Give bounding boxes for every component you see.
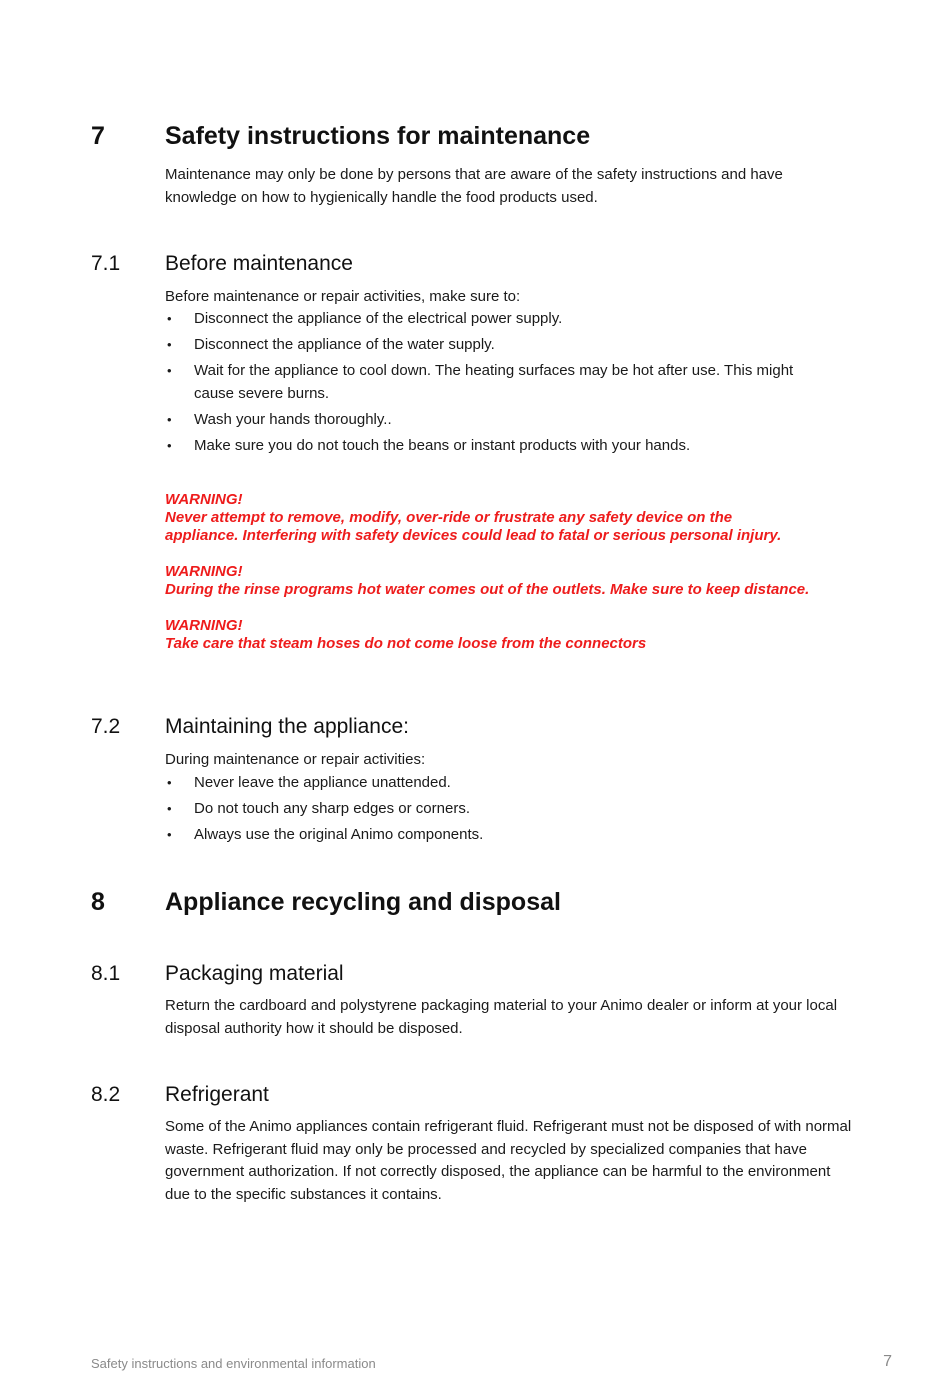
list-item: • Always use the original Animo components. [165,824,855,847]
warning-label: WARNING! [165,491,243,508]
section-8-2-title: Refrigerant [165,1083,269,1106]
section-8-number: 8 [91,888,105,916]
section-8-title: Appliance recycling and disposal [165,888,561,916]
section-8-2-text: Some of the Animo appliances contain refrigerant fluid. Refrigerant must not be disposed of with normal waste. Refrigerant fluid may only be processed and recycled by specialized companies that have government authorization. If not correctly disposed, the appliance can be harmful to the environment due to the specific substances it contains. [165,1118,852,1203]
section-7-1-list [165,308,855,461]
warning-label: WARNING! [165,563,243,580]
warning-block-1 [165,491,865,545]
section-7-2-list [165,772,855,850]
section-7-1-number: 7.1 [91,252,121,275]
section-8-2-number: 8.2 [91,1083,121,1106]
warning-label: WARNING! [165,617,243,634]
section-7-1-lead: Before maintenance or repair activities, make sure to: [165,288,521,305]
warning-block-3 [165,617,865,653]
warning-text: appliance. Interfering with safety devices could lead to fatal or serious personal injury. [165,527,782,544]
warning-text: Never attempt to remove, modify, over-ride or frustrate any safety device on the [165,509,733,526]
section-7-intro: Maintenance may only be done by persons that are aware of the safety instructions and have knowledge on how to hygienically handle the food products used. [165,166,783,206]
list-item: • Disconnect the appliance of the electrical power supply. [165,308,855,331]
section-7-2-lead: During maintenance or repair activities: [165,751,426,768]
list-item: • Never leave the appliance unattended. [165,772,855,795]
warning-text: During the rinse programs hot water comes out of the outlets. Make sure to keep distance. [165,581,810,598]
section-8-1-title: Packaging material [165,962,344,985]
list-item: • Disconnect the appliance of the water supply. [165,334,855,357]
list-item: • Do not touch any sharp edges or corners. [165,798,855,821]
section-7-2-number: 7.2 [91,715,121,738]
section-7-number: 7 [91,122,105,150]
list-item: • Wash your hands thoroughly.. [165,409,855,432]
list-item: • Make sure you do not touch the beans or instant products with your hands. [165,435,855,458]
section-8-1-number: 8.1 [91,962,121,985]
section-8-1-text: Return the cardboard and polystyrene packaging material to your Animo dealer or inform at your local disposal authority how it should be disposed. [165,997,838,1037]
list-item: • Wait for the appliance to cool down. The heating surfaces may be hot after use. This might cause severe burns. [165,360,855,405]
section-7-2-title: Maintaining the appliance: [165,715,410,738]
section-7-title: Safety instructions for maintenance [165,122,591,150]
section-7-1-title: Before maintenance [165,252,353,275]
page-footer: Safety instructions and environmental information [91,1356,376,1371]
warning-block-2 [165,563,865,599]
page-number: 7 [883,1353,892,1370]
warning-text: Take care that steam hoses do not come loose from the connectors [165,635,647,652]
